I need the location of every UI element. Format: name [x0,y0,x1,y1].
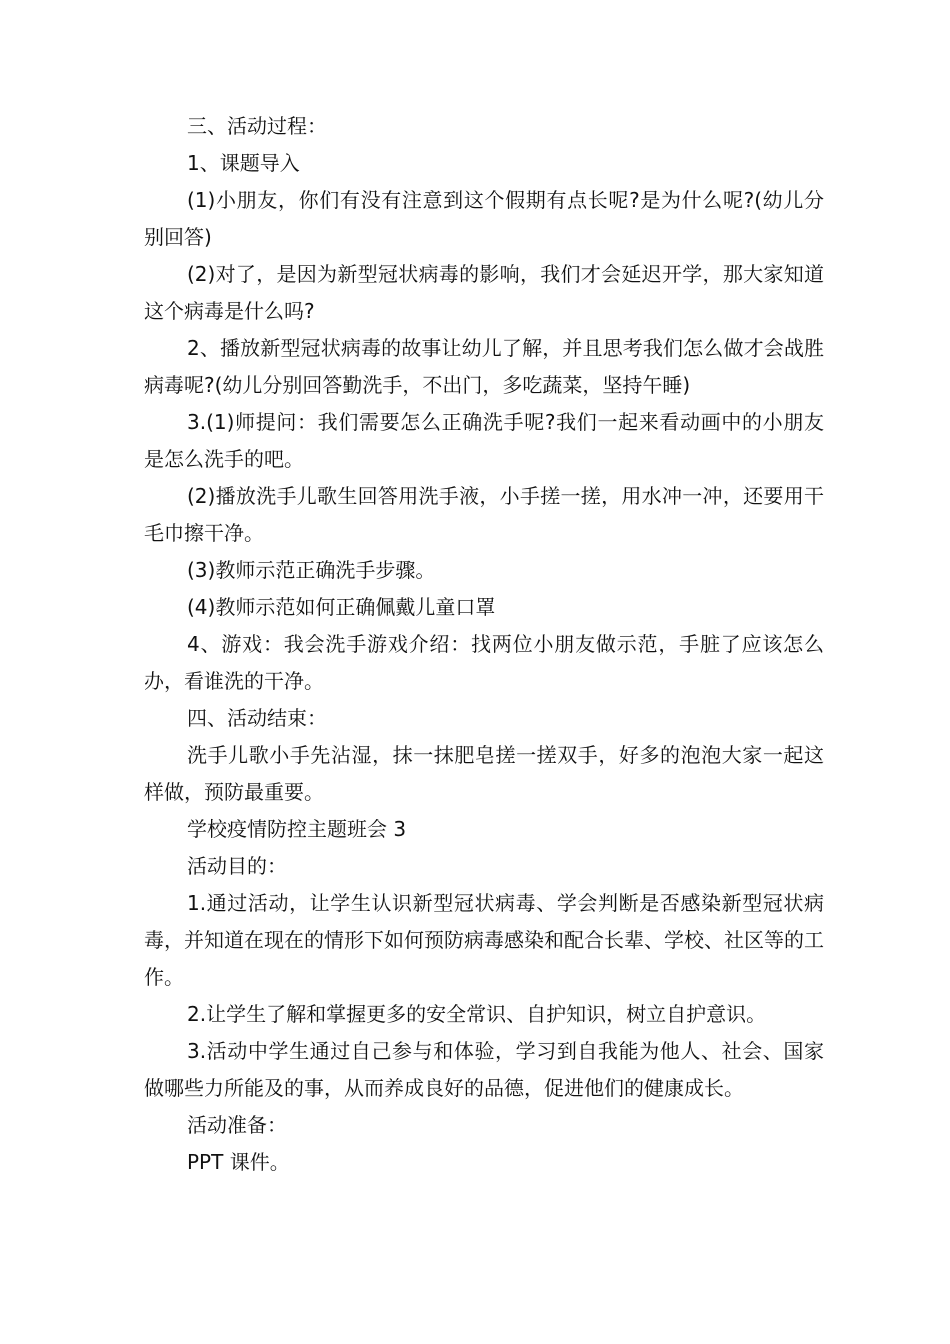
paragraph: 3.(1)师提问：我们需要怎么正确洗手呢?我们一起来看动画中的小朋友是怎么洗手的吧。 [144,410,824,471]
paragraph: (2)对了，是因为新型冠状病毒的影响，我们才会延迟开学，那大家知道这个病毒是什么吗? [144,262,824,323]
section-heading-activity-process: 三、活动过程： [187,114,327,138]
paragraph: (2)播放洗手儿歌生回答用洗手液，小手搓一搓，用水冲一冲，还要用干毛巾擦干净。 [144,484,824,545]
section-heading-activity-purpose: 活动目的： [187,854,287,878]
paragraph: 2.让学生了解和掌握更多的安全常识、自护知识，树立自护意识。 [187,1002,767,1026]
paragraph: PPT 课件。 [187,1150,290,1174]
paragraph: (3)教师示范正确洗手步骤。 [187,558,436,582]
subheading-topic-intro: 1、课题导入 [187,151,300,175]
paragraph: 洗手儿歌小手先沾湿，抹一抹肥皂搓一搓双手，好多的泡泡大家一起这样做，预防最重要。 [144,743,824,804]
section-heading-activity-preparation: 活动准备： [187,1113,287,1137]
paragraph: 2、播放新型冠状病毒的故事让幼儿了解，并且思考我们怎么做才会战胜病毒呢?(幼儿分别回答勤洗手，不出门，多吃蔬菜，坚持午睡) [144,336,824,397]
paragraph: (1)小朋友，你们有没有注意到这个假期有点长呢?是为什么呢?(幼儿分别回答) [144,188,824,249]
document-section-title: 学校疫情防控主题班会 3 [187,817,407,841]
paragraph: (4)教师示范如何正确佩戴儿童口罩 [187,595,496,619]
document-body [144,108,824,1181]
paragraph: 1.通过活动，让学生认识新型冠状病毒、学会判断是否感染新型冠状病毒，并知道在现在的情形下如何预防病毒感染和配合长辈、学校、社区等的工作。 [144,891,824,989]
paragraph: 3.活动中学生通过自己参与和体验，学习到自我能为他人、社会、国家做哪些力所能及的事，从而养成良好的品德，促进他们的健康成长。 [144,1039,824,1100]
paragraph: 4、游戏：我会洗手游戏介绍：找两位小朋友做示范，手脏了应该怎么办，看谁洗的干净。 [144,632,824,693]
section-heading-activity-end: 四、活动结束： [187,706,327,730]
